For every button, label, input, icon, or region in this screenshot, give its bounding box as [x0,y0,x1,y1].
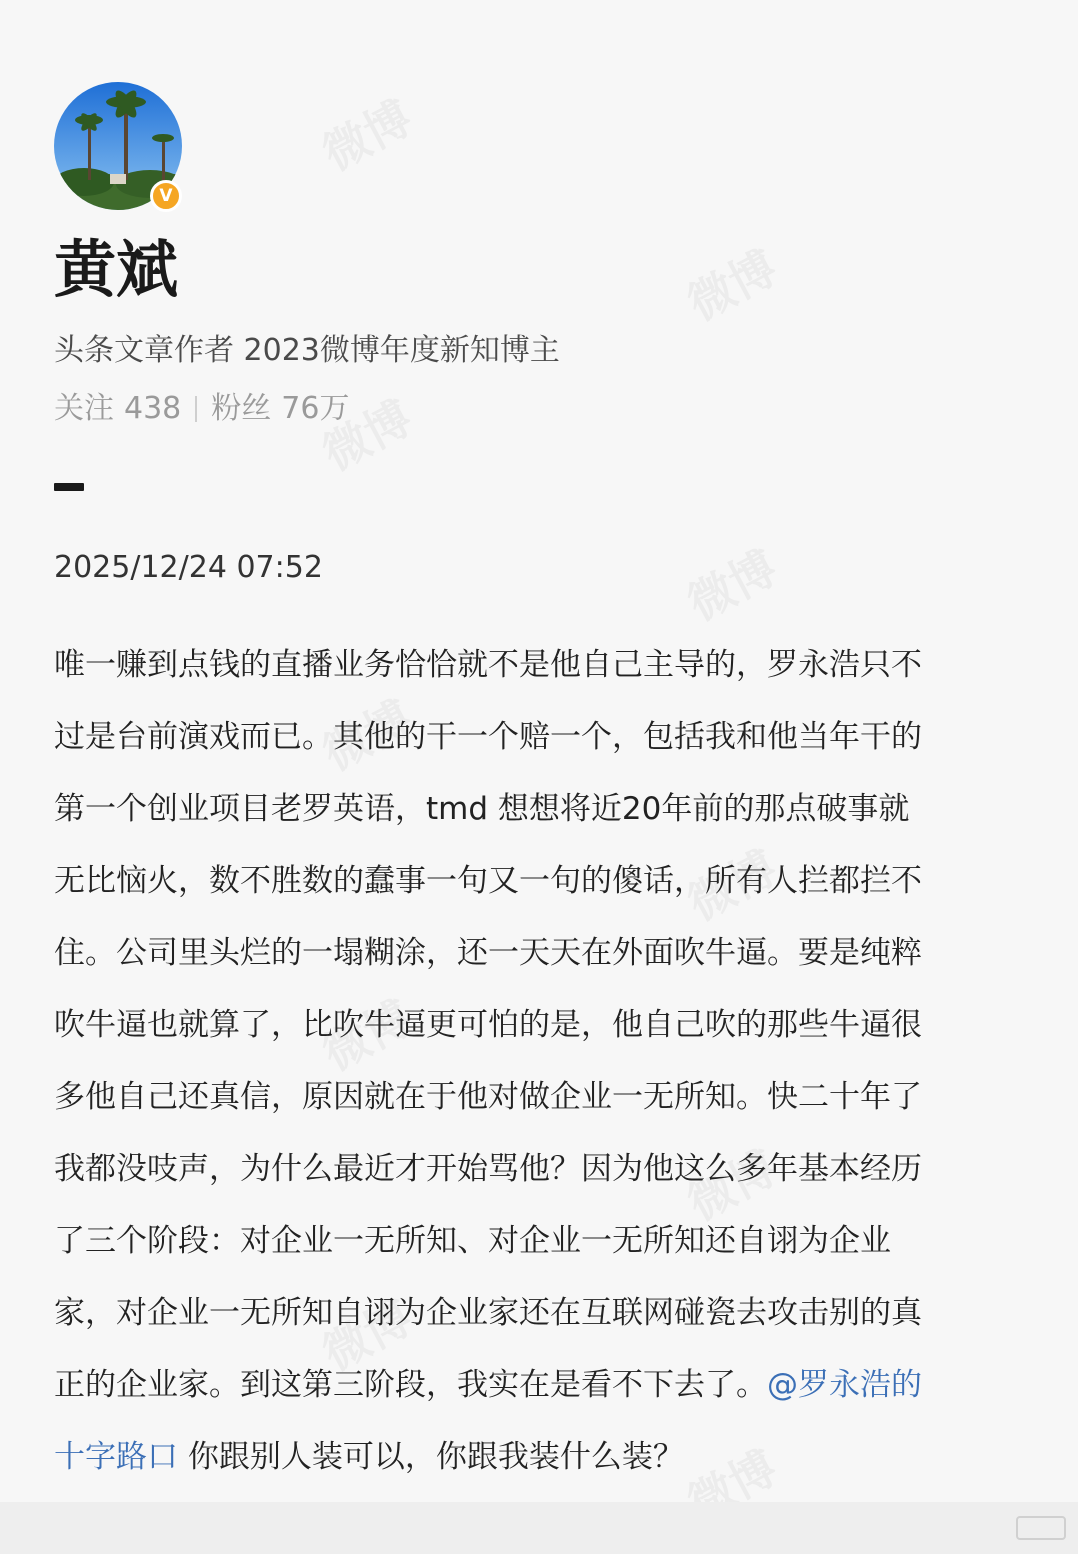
post-line: 家，对企业一无所知自诩为企业家还在互联网碰瓷去攻击别的真 [54,1295,922,1331]
post-line [54,1421,1014,1493]
stats-divider [195,396,197,422]
verified-badge-icon: V [150,180,182,212]
follow-stat[interactable] [54,388,181,430]
post-line: 我都没吱声，为什么最近才开始骂他？因为他这么多年基本经历 [54,1151,922,1187]
watermark [675,232,787,333]
author-name[interactable]: 黄斌 [54,233,179,306]
post-line: 唯一赚到点钱的直播业务恰恰就不是他自己主导的，罗永浩只不 [54,647,922,683]
author-bio: 头条文章作者 2023微博年度新知博主 [54,333,560,368]
post-line: 住。公司里头烂的一塌糊涂，还一天天在外面吹牛逼。要是纯粹 [54,935,922,971]
watermark [675,532,787,633]
mention-link[interactable]: 十字路口 [54,1439,178,1475]
post-line [54,1349,1014,1421]
post-line-text: 你跟别人装可以，你跟我装什么装？ [178,1439,684,1475]
post-line: 吹牛逼也就算了，比吹牛逼更可怕的是，他自己吹的那些牛逼很 [54,1007,922,1043]
post-line-text: 正的企业家。到这第三阶段，我实在是看不下去了。 [54,1367,767,1403]
fans-label: 粉丝 [211,391,272,426]
mention-link[interactable]: @罗永浩的 [767,1367,922,1403]
fans-stat[interactable] [211,388,349,430]
post-timestamp: 2025/12/24 07:52 [54,550,323,585]
follow-count: 438 [124,391,182,426]
post-line: 无比恼火，数不胜数的蠢事一句又一句的傻话，所有人拦都拦不 [54,863,922,899]
expand-icon[interactable] [1016,1516,1066,1540]
post-line: 过是台前演戏而已。其他的干一个赔一个，包括我和他当年干的 [54,719,922,755]
watermark [310,82,422,183]
follow-label: 关注 [54,391,114,426]
fans-count: 76万 [281,391,350,426]
post-line: 多他自己还真信，原因就在于他对做企业一无所知。快二十年了 [54,1079,922,1115]
post-content [54,629,1014,1493]
section-divider [54,483,84,491]
bottom-bar [0,1502,1078,1554]
follow-stats [54,388,349,430]
post-line: 第一个创业项目老罗英语，tmd 想想将近20年前的那点破事就 [54,791,910,827]
post-line: 了三个阶段：对企业一无所知、对企业一无所知还自诩为企业 [54,1223,891,1259]
